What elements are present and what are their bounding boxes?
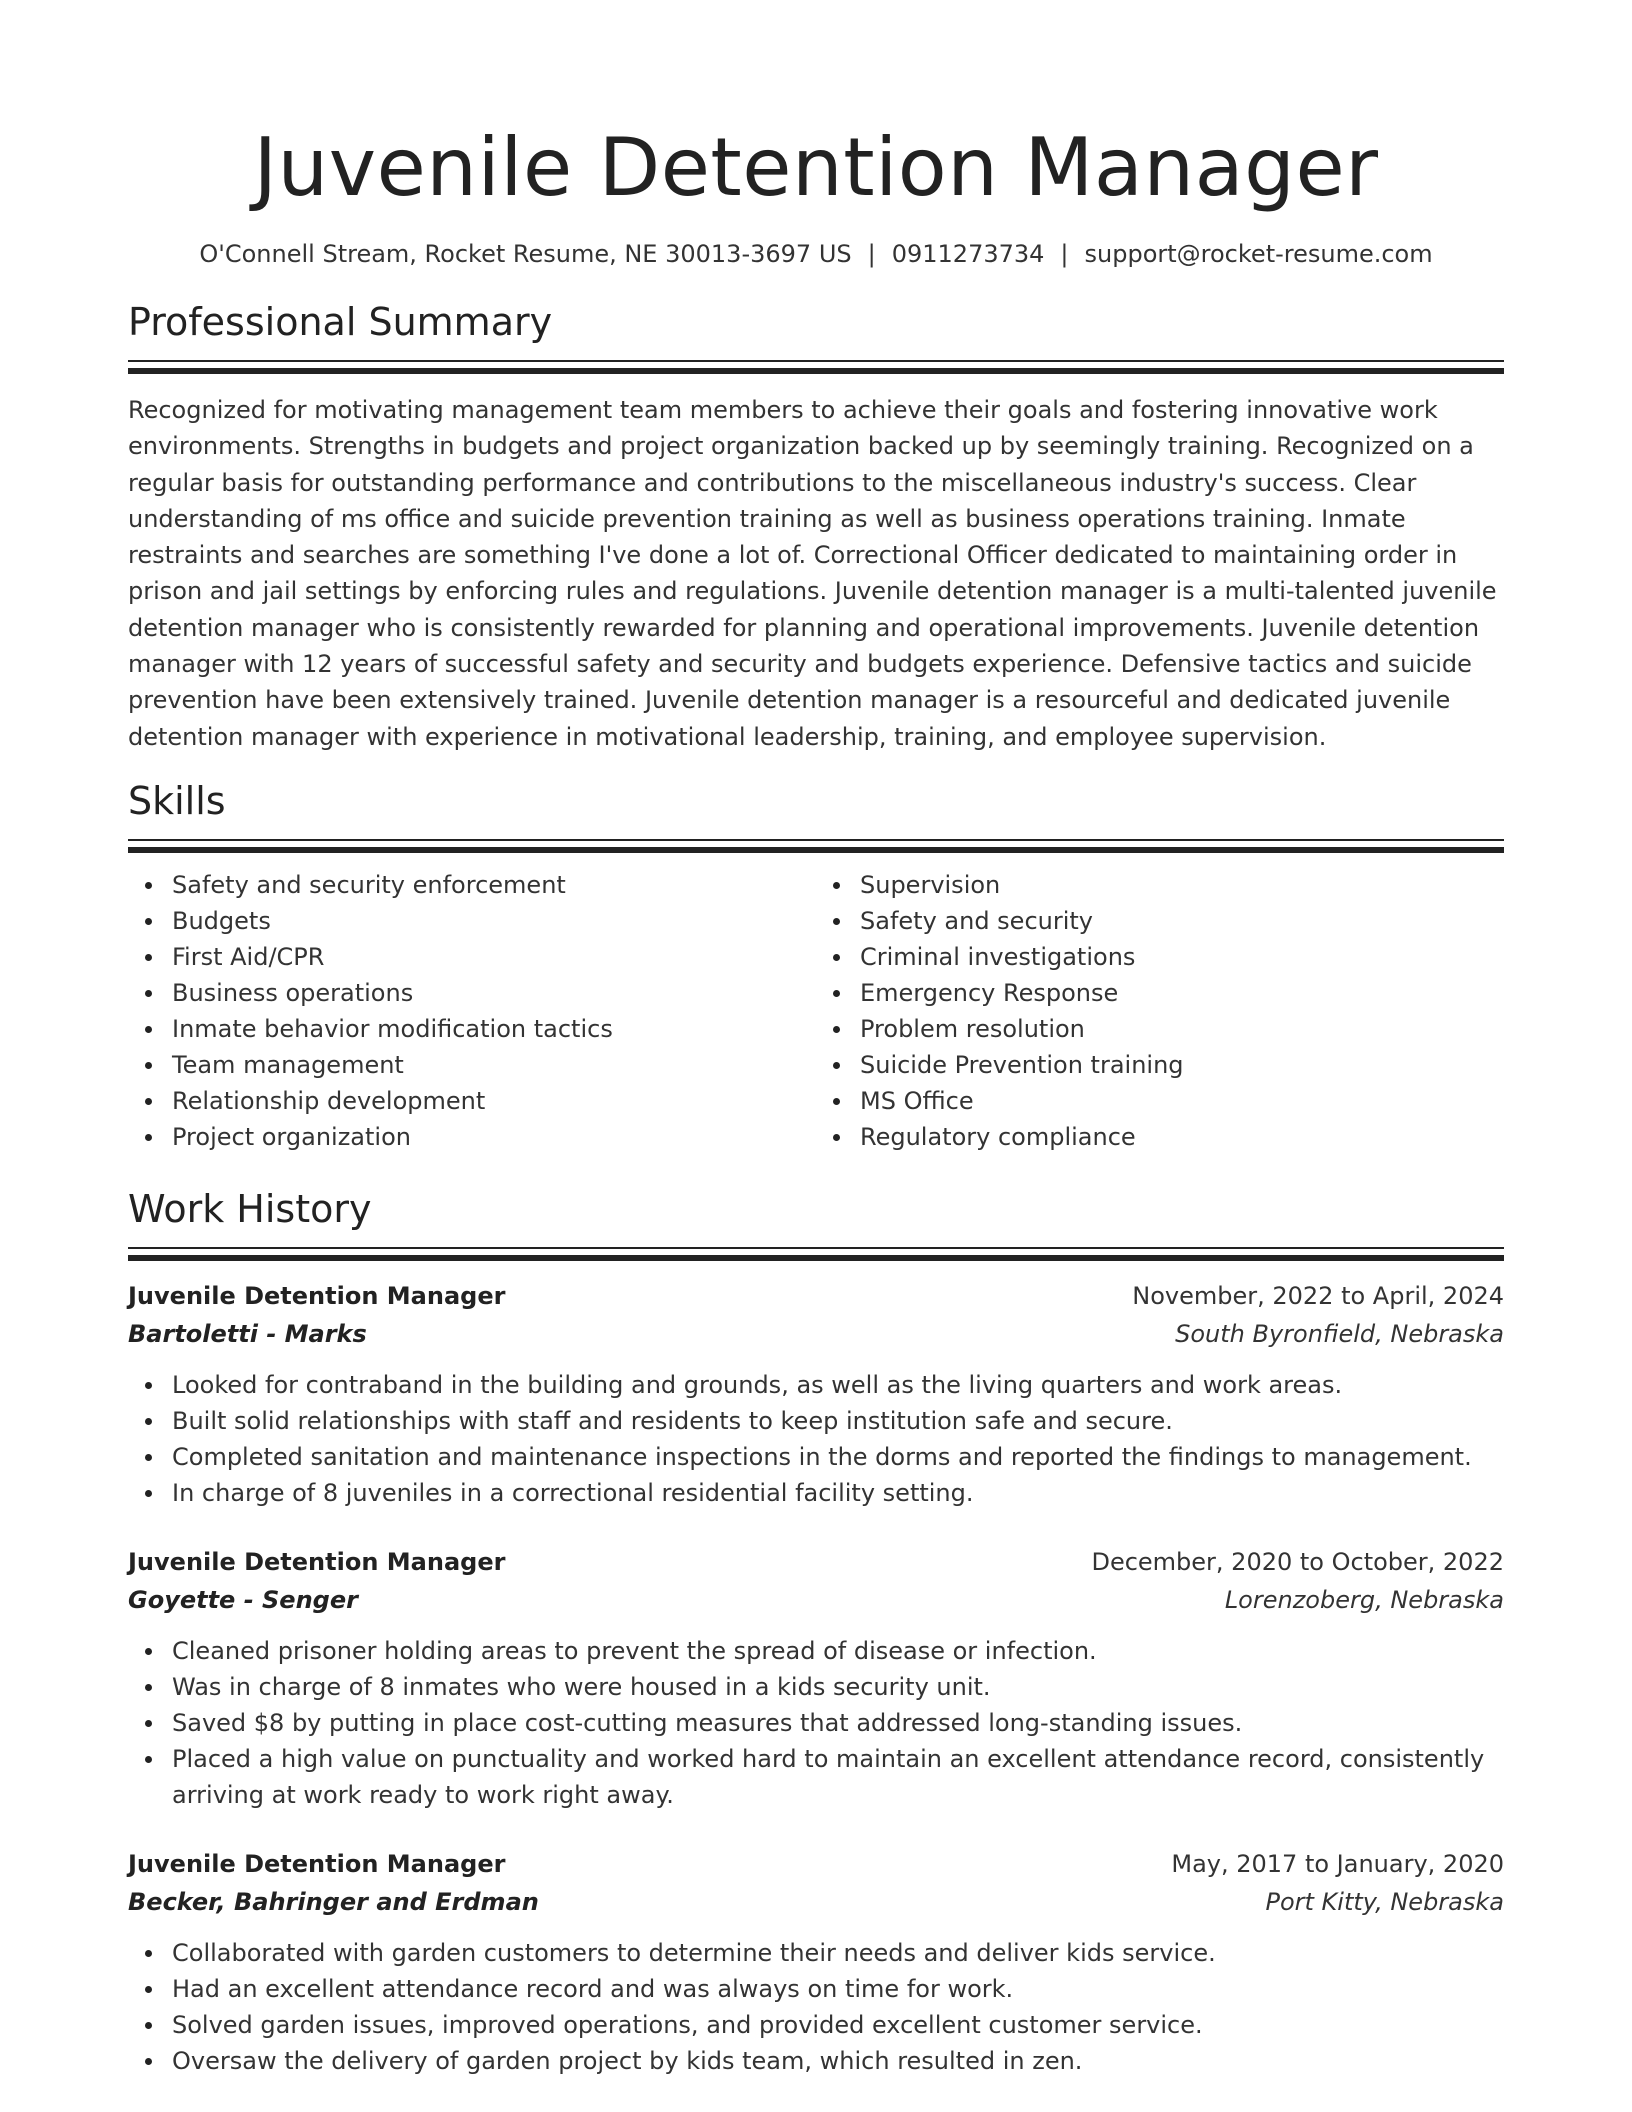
summary-heading: Professional Summary [128,300,553,344]
job-company: Goyette - Senger [128,1585,358,1614]
contact-email: support@rocket-resume.com [1084,240,1433,268]
skills-heading: Skills [128,778,226,823]
job-location: Lorenzoberg, Nebraska [1224,1585,1504,1614]
job-entry [128,1845,1504,2079]
skills-list-left [128,867,816,1155]
job-bullets [128,1633,1504,1813]
job-bullet: Completed sanitation and maintenance inspections in the dorms and reported the findings to management. [172,1439,1504,1475]
job-bullet: Placed a high value on punctuality and worked hard to maintain an excellent attendance record, consistently arriving at work ready to work right away. [172,1741,1504,1813]
contact-separator: | [867,240,876,268]
job-title: Juvenile Detention Manager [128,1849,506,1878]
job-bullet: Oversaw the delivery of garden project by kids team, which resulted in zen. [172,2043,1504,2079]
section-divider [128,839,1504,853]
job-title: Juvenile Detention Manager [128,1281,506,1310]
job-bullet: In charge of 8 juveniles in a correctional residential facility setting. [172,1475,1504,1511]
job-bullet: Looked for contraband in the building and grounds, as well as the living quarters and work areas. [172,1367,1504,1403]
skill-item: Inmate behavior modification tactics [172,1011,816,1047]
skill-item: Problem resolution [860,1011,1504,1047]
skills-list-right [816,867,1504,1155]
job-bullet: Solved garden issues, improved operations, and provided excellent customer service. [172,2007,1504,2043]
skill-item: Project organization [172,1119,816,1155]
skill-item: MS Office [860,1083,1504,1119]
job-company: Bartoletti - Marks [128,1319,367,1348]
job-entry [128,1543,1504,1813]
skill-item: Team management [172,1047,816,1083]
resume-name: Juvenile Detention Manager [253,121,1379,214]
skill-item: First Aid/CPR [172,939,816,975]
job-dates: May, 2017 to January, 2020 [1171,1849,1504,1878]
job-company: Becker, Bahringer and Erdman [128,1887,539,1916]
job-location: South Byronfield, Nebraska [1175,1319,1504,1348]
section-divider [128,360,1504,374]
job-dates: December, 2020 to October, 2022 [1091,1547,1504,1576]
section-divider [128,1247,1504,1261]
skill-item: Safety and security [860,903,1504,939]
job-bullet: Built solid relationships with staff and residents to keep institution safe and secure. [172,1403,1504,1439]
job-title: Juvenile Detention Manager [128,1547,506,1576]
skill-item: Suicide Prevention training [860,1047,1504,1083]
contact-phone: 0911273734 [891,240,1045,268]
summary-text: Recognized for motivating management team members to achieve their goals and fostering innovative work environments. Strengths in budgets and project organization backed up by seemingly training. Recognized on a regular basis for outstanding performance and contributions to the miscellaneous industry's success. Clear understanding of ms office and suicide prevention training as well as business operations training. Inmate restraints and searches are something I've done a lot of. Correctional Officer dedicated to maintaining order in prison and jail settings by enforcing rules and regulations. Juvenile detention manager is a multi-talented juvenile detention manager who is consistently rewarded for planning and operational improvements. Juvenile detention manager with 12 years of successful safety and security and budgets experience. Defensive tactics and suicide prevention have been extensively trained. Juvenile detention manager is a resourceful and dedicated juvenile detention manager with experience in motivational leadership, training, and employee supervision. [128,396,1497,751]
job-bullet: Was in charge of 8 inmates who were housed in a kids security unit. [172,1669,1504,1705]
contact-address: O'Connell Stream, Rocket Resume, NE 30013-3697 US [199,240,852,268]
skill-item: Supervision [860,867,1504,903]
work-history-section [128,1185,1504,2079]
skills-section [128,777,1504,1155]
contact-line [128,238,1504,270]
skill-item: Relationship development [172,1083,816,1119]
job-dates: November, 2022 to April, 2024 [1132,1281,1504,1310]
skills-grid [128,867,1504,1155]
job-entry [128,1277,1504,1511]
skill-item: Business operations [172,975,816,1011]
job-bullet: Had an excellent attendance record and was always on time for work. [172,1971,1504,2007]
job-bullets [128,1935,1504,2079]
job-location: Port Kitty, Nebraska [1265,1887,1504,1916]
skill-item: Safety and security enforcement [172,867,816,903]
work-history-heading: Work History [128,1186,372,1231]
skill-item: Regulatory compliance [860,1119,1504,1155]
job-bullet: Cleaned prisoner holding areas to prevent the spread of disease or infection. [172,1633,1504,1669]
contact-separator: | [1060,240,1069,268]
job-bullet: Saved $8 by putting in place cost-cutting measures that addressed long-standing issues. [172,1705,1504,1741]
skill-item: Budgets [172,903,816,939]
skill-item: Criminal investigations [860,939,1504,975]
job-bullets [128,1367,1504,1511]
job-bullet: Collaborated with garden customers to determine their needs and deliver kids service. [172,1935,1504,1971]
summary-section [128,298,1504,755]
skill-item: Emergency Response [860,975,1504,1011]
